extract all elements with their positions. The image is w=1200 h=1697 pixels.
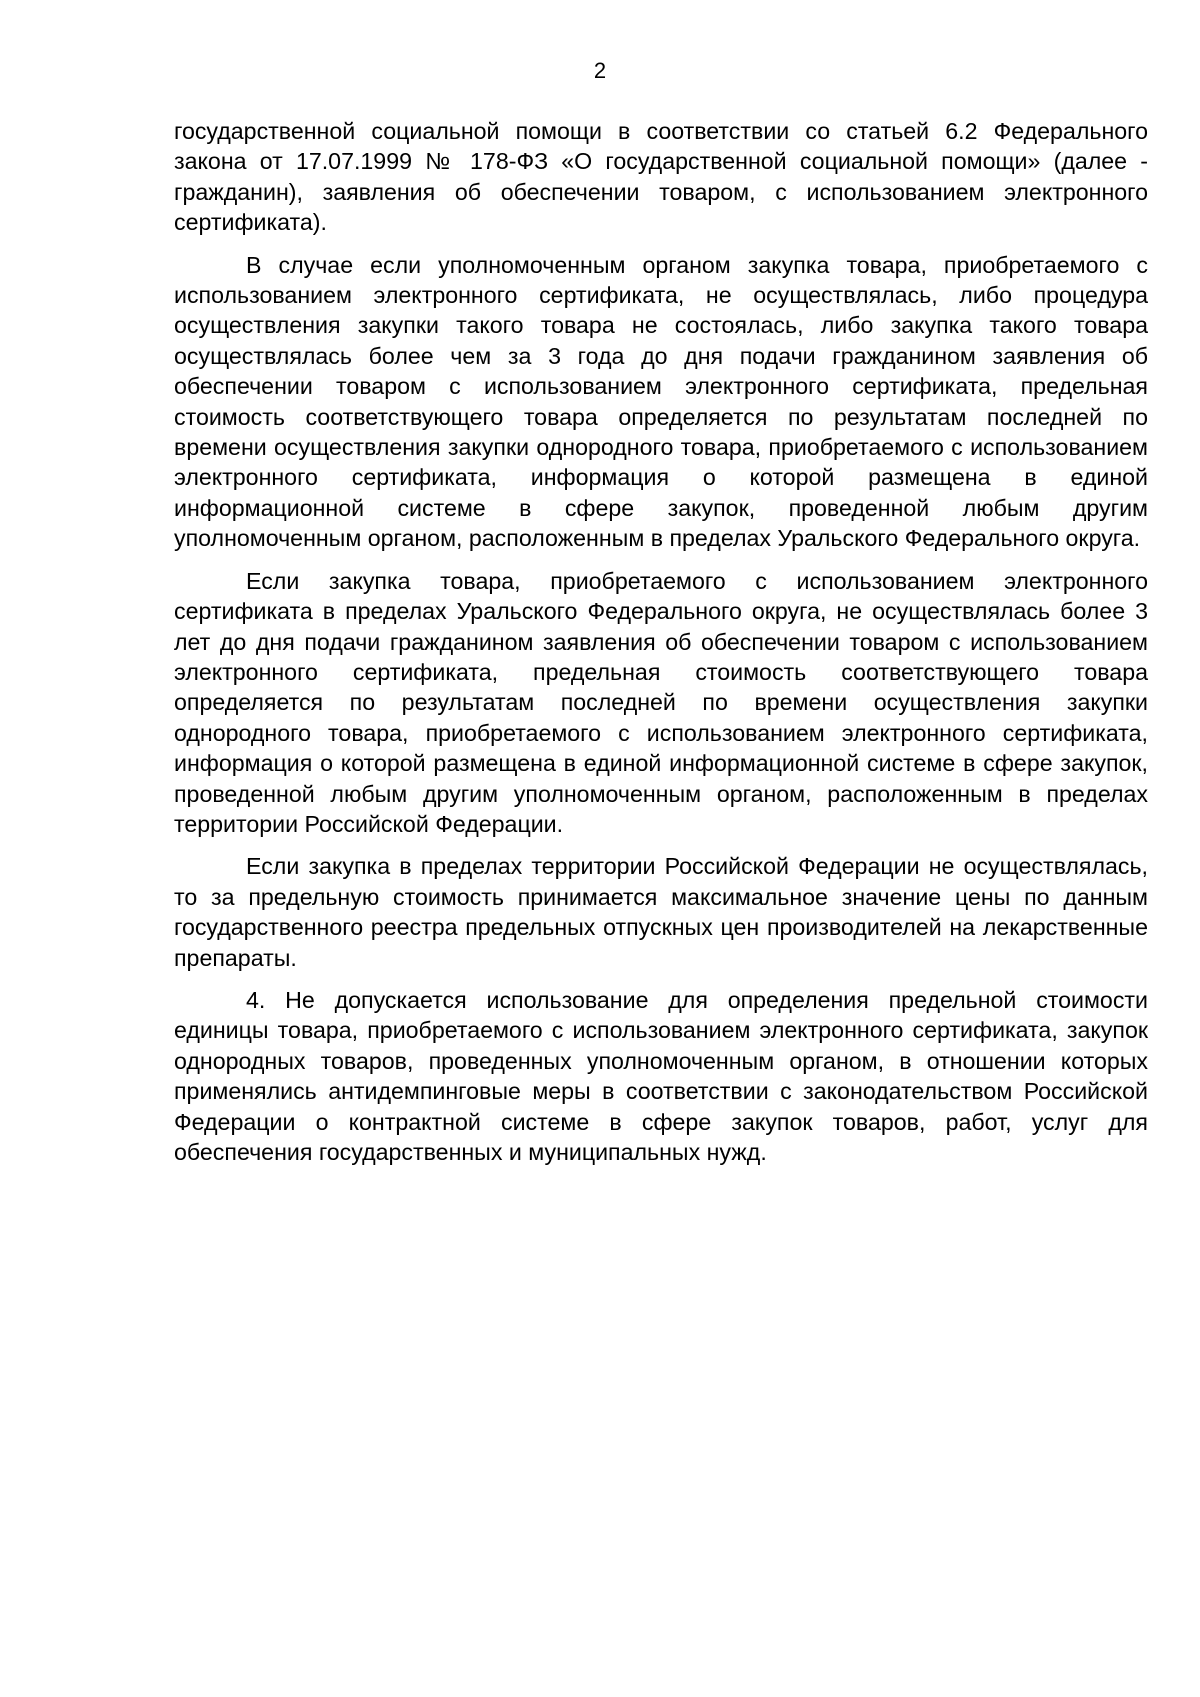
paragraph-ural-district: Если закупка товара, приобретаемого с использованием электронного сертификата в пределах Уральского Федерального округа, не осуществлялась более 3 лет до дня подачи гражданином заявления об обеспечении товаром с использованием электронного сертификата, предельная стоимость соответствующего товара определяется по результатам последней по времени осуществления закупки однородного товара, приобретаемого с использованием электронного сертификата, информация о которой размещена в единой информационной системе в сфере закупок, проведенной любым другим уполномоченным органом, расположенным в пределах территории Российской Федерации. <box>174 567 1148 837</box>
paragraph-item-4: 4. Не допускается использование для определения предельной стоимости единицы товара, приобретаемого с использованием электронного сертификата, закупок однородных товаров, проведенных уполномоченным органом, в отношении которых применялись антидемпинговые меры в соответствии с законодательством Российской Федерации о контрактной системе в сфере закупок товаров, работ, услуг для обеспечения государственных и муниципальных нужд. <box>174 986 1148 1165</box>
document-body <box>174 116 1148 1179</box>
paragraph-russian-federation: Если закупка в пределах территории Российской Федерации не осуществлялась, то за предельную стоимость принимается максимальное значение цены по данным государственного реестра предельных отпускных цен производителей на лекарственные препараты. <box>174 853 1148 971</box>
page-number: 2 <box>593 58 607 83</box>
paragraph-continuation: государственной социальной помощи в соответствии со статьей 6.2 Федерального закона от 17.07.1999 № 178-ФЗ «О государственной социальной помощи» (далее - гражданин), заявления об обеспечении товаром, с использованием электронного сертификата). <box>174 118 1148 236</box>
paragraph-no-procurement: В случае если уполномоченным органом закупка товара, приобретаемого с использованием электронного сертификата, не осуществлялась, либо процедура осуществления закупки такого товара не состоялась, либо закупка такого товара осуществлялась более чем за 3 года до дня подачи гражданином заявления об обеспечении товаром с использованием электронного сертификата, предельная стоимость соответствующего товара определяется по результатам последней по времени осуществления закупки однородного товара, приобретаемого с использованием электронного сертификата, информация о которой размещена в единой информационной системе в сфере закупок, проведенной любым другим уполномоченным органом, расположенным в пределах Уральского Федерального округа. <box>174 251 1148 552</box>
